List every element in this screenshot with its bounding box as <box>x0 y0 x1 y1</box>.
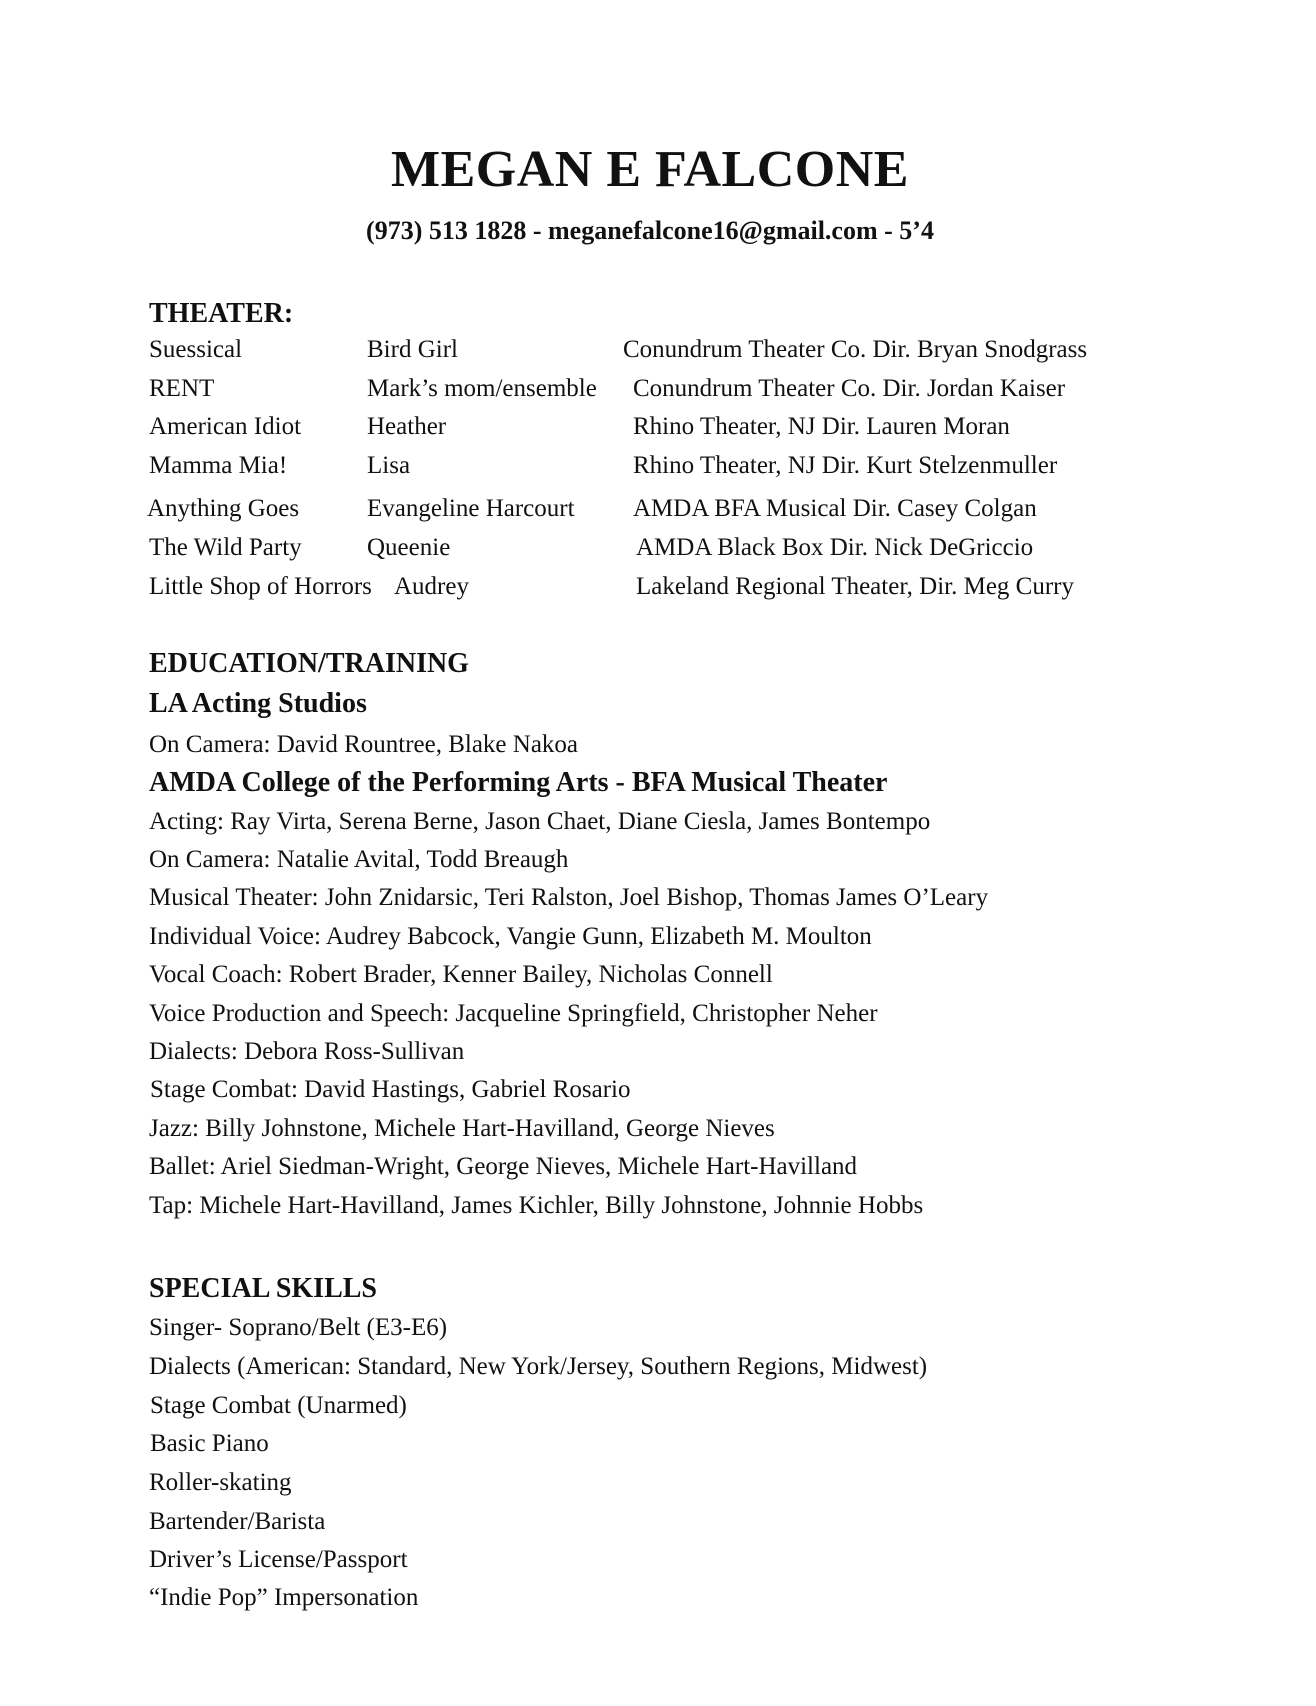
contact-line: (973) 513 1828 - meganefalcone16@gmail.com - 5’4 <box>366 216 934 245</box>
resume-name: MEGAN E FALCONE <box>391 141 909 198</box>
skill-item: Singer- Soprano/Belt (E3-E6) <box>149 1314 448 1341</box>
show-title: American Idiot <box>149 413 302 440</box>
skill-item: Roller-skating <box>149 1469 292 1496</box>
company-director: AMDA BFA Musical Dir. Casey Colgan <box>633 495 1037 522</box>
company-director: AMDA Black Box Dir. Nick DeGriccio <box>636 534 1034 561</box>
show-title: RENT <box>149 375 215 402</box>
training-line: Vocal Coach: Robert Brader, Kenner Bailey, Nicholas Connell <box>149 961 773 988</box>
skills-heading: SPECIAL SKILLS <box>149 1273 377 1304</box>
company-director: Rhino Theater, NJ Dir. Kurt Stelzenmuller <box>633 452 1058 479</box>
show-title: Anything Goes <box>147 495 300 522</box>
role-name: Mark’s mom/ensemble <box>367 375 597 402</box>
skill-item: Dialects (American: Standard, New York/Jersey, Southern Regions, Midwest) <box>149 1353 928 1380</box>
theater-row <box>0 336 1316 372</box>
skill-item: Basic Piano <box>150 1430 269 1457</box>
training-line: On Camera: Natalie Avital, Todd Breaugh <box>149 846 569 873</box>
school-la-acting-studios: LA Acting Studios <box>149 688 367 719</box>
role-name: Bird Girl <box>367 336 458 363</box>
training-line: Acting: Ray Virta, Serena Berne, Jason Chaet, Diane Ciesla, James Bontempo <box>149 808 931 835</box>
training-line: Musical Theater: John Znidarsic, Teri Ralston, Joel Bishop, Thomas James O’Leary <box>149 884 989 911</box>
training-line: Ballet: Ariel Siedman-Wright, George Nieves, Michele Hart-Havilland <box>149 1153 858 1180</box>
role-name: Queenie <box>367 534 451 561</box>
school-amda: AMDA College of the Performing Arts - BFA Musical Theater <box>149 767 888 798</box>
skill-item: Driver’s License/Passport <box>149 1546 408 1573</box>
theater-row <box>0 573 1316 609</box>
training-line: Tap: Michele Hart-Havilland, James Kichler, Billy Johnstone, Johnnie Hobbs <box>149 1192 924 1219</box>
training-line: On Camera: David Rountree, Blake Nakoa <box>149 731 579 758</box>
training-line: Stage Combat: David Hastings, Gabriel Rosario <box>150 1076 631 1103</box>
theater-row <box>0 413 1316 449</box>
show-title: Mamma Mia! <box>149 452 288 479</box>
role-name: Heather <box>367 413 447 440</box>
show-title: The Wild Party <box>149 534 302 561</box>
skill-item: Stage Combat (Unarmed) <box>150 1392 407 1419</box>
training-line: Voice Production and Speech: Jacqueline Springfield, Christopher Neher <box>149 1000 878 1027</box>
education-heading: EDUCATION/TRAINING <box>149 648 469 679</box>
theater-row <box>0 375 1316 411</box>
role-name: Audrey <box>394 573 469 600</box>
training-line: Dialects: Debora Ross-Sullivan <box>149 1038 465 1065</box>
company-director: Conundrum Theater Co. Dir. Bryan Snodgrass <box>623 336 1088 363</box>
role-name: Lisa <box>367 452 411 479</box>
company-director: Conundrum Theater Co. Dir. Jordan Kaiser <box>633 375 1066 402</box>
role-name: Evangeline Harcourt <box>367 495 575 522</box>
show-title: Suessical <box>149 336 243 363</box>
theater-row <box>0 452 1316 488</box>
training-line: Individual Voice: Audrey Babcock, Vangie Gunn, Elizabeth M. Moulton <box>149 923 872 950</box>
training-line: Jazz: Billy Johnstone, Michele Hart-Havilland, George Nieves <box>149 1115 775 1142</box>
skill-item: Bartender/Barista <box>149 1508 326 1535</box>
company-director: Lakeland Regional Theater, Dir. Meg Curry <box>636 573 1074 600</box>
theater-heading: THEATER: <box>149 298 294 329</box>
skill-item: “Indie Pop” Impersonation <box>149 1584 419 1611</box>
theater-row <box>0 495 1316 531</box>
show-title: Little Shop of Horrors <box>149 573 372 600</box>
company-director: Rhino Theater, NJ Dir. Lauren Moran <box>633 413 1010 440</box>
theater-row <box>0 534 1316 570</box>
